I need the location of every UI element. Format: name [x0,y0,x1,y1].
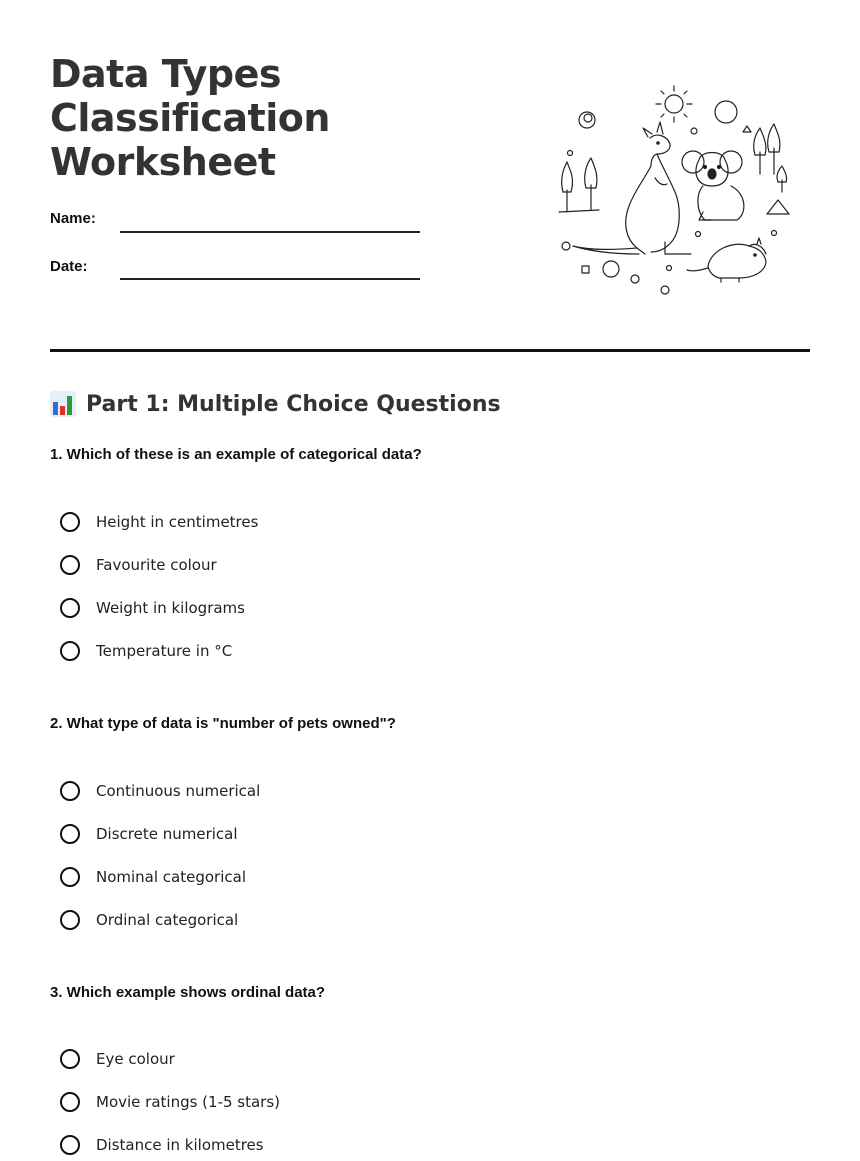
radio-button[interactable] [60,555,80,575]
radio-button[interactable] [60,824,80,844]
option-label: Favourite colour [96,556,217,574]
question-2-option-3[interactable] [60,864,246,890]
radio-button[interactable] [60,1092,80,1112]
radio-button[interactable] [60,598,80,618]
date-input-line[interactable] [120,278,420,280]
radio-button[interactable] [60,910,80,930]
radio-button[interactable] [60,1135,80,1155]
date-label: Date: [50,258,88,275]
name-label: Name: [50,210,96,227]
question-1-option-3[interactable] [60,595,245,621]
radio-button[interactable] [60,512,80,532]
question-2-option-2[interactable] [60,821,238,847]
option-label: Continuous numerical [96,782,261,800]
question-2-option-1[interactable] [60,778,260,804]
question-1-option-4[interactable] [60,638,232,664]
header-divider [50,349,810,352]
question-1-option-1[interactable] [60,509,258,535]
radio-button[interactable] [60,867,80,887]
radio-button[interactable] [60,1049,80,1069]
question-3-option-2[interactable] [60,1089,280,1115]
question-1-option-2[interactable] [60,552,217,578]
option-label: Temperature in °C [96,642,233,660]
question-3-text: 3. Which example shows ordinal data? [50,984,326,1001]
name-input-line[interactable] [120,231,420,233]
option-label: Eye colour [96,1050,175,1068]
worksheet-title: Data Types Classification Worksheet [50,52,330,184]
part1-heading [50,388,501,420]
bar-chart-icon [50,391,76,417]
question-2-text: 2. What type of data is "number of pets owned"? [50,715,396,732]
question-3-option-1[interactable] [60,1046,175,1072]
question-1-text: 1. Which of these is an example of categorical data? [50,446,422,463]
question-2-option-4[interactable] [60,907,238,933]
option-label: Nominal categorical [96,868,246,886]
option-label: Discrete numerical [96,825,238,843]
option-label: Height in centimetres [96,513,259,531]
option-label: Ordinal categorical [96,911,239,929]
question-3-option-3[interactable] [60,1132,264,1158]
radio-button[interactable] [60,641,80,661]
australian-animals-illustration [553,82,793,302]
option-label: Movie ratings (1-5 stars) [96,1093,281,1111]
part1-title: Part 1: Multiple Choice Questions [86,391,501,417]
option-label: Weight in kilograms [96,599,245,617]
option-label: Distance in kilometres [96,1136,264,1154]
radio-button[interactable] [60,781,80,801]
